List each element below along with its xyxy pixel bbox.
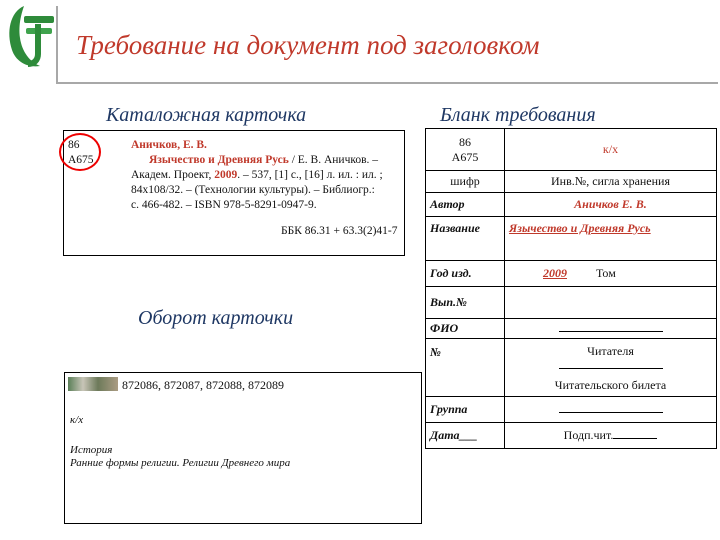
form-issue-label: Вып.№: [426, 287, 505, 319]
form-card-label: Читательского билета: [554, 377, 667, 392]
request-form-table: [425, 128, 717, 449]
catalog-bbk: ББК 86.31 + 63.3(2)41-7: [281, 225, 398, 237]
form-inventory-label: Инв.№, сигла хранения: [505, 171, 717, 193]
form-number-label: №: [426, 339, 505, 397]
form-cipher-label: шифр: [426, 171, 505, 193]
catalog-work-title: Язычество и Древняя Русь: [149, 154, 289, 166]
catalog-entry: [131, 138, 399, 213]
form-signature-label: Подп.чит.: [563, 428, 614, 442]
header-vertical-line: [56, 6, 58, 84]
catalog-shelf-index: 86: [68, 139, 80, 151]
catalog-pages-isbn: с. 466-482. – ISBN 978-5-8291-0947-9.: [131, 199, 317, 211]
form-fio-cell[interactable]: [505, 319, 717, 339]
form-author-value[interactable]: Аничков Е. В.: [505, 193, 717, 217]
form-date-label[interactable]: Дата___: [426, 423, 505, 449]
header-horizontal-line: [58, 82, 718, 84]
reader-blank-line: [559, 358, 663, 369]
group-blank-line: [559, 402, 663, 413]
form-author-mark: А675: [451, 149, 479, 164]
catalog-year: 2009: [214, 169, 238, 181]
form-title-label: Название: [426, 217, 505, 261]
inventory-numbers: 872086, 872087, 872088, 872089: [122, 378, 284, 392]
form-group-label: Группа: [426, 397, 505, 423]
catalog-author-mark: А675: [68, 154, 94, 166]
form-signature-cell[interactable]: [505, 423, 717, 449]
catalog-card-heading: Каталожная карточка: [106, 104, 307, 126]
fio-blank-line: [559, 321, 663, 332]
library-logo: [2, 2, 58, 72]
form-kx: к/х: [602, 142, 619, 156]
signature-blank-line: [613, 428, 657, 439]
catalog-responsibility: / Е. В. Аничков. –: [288, 154, 379, 166]
shelf-mark-highlight-circle: [59, 133, 101, 171]
card-reverse-heading: Оборот карточки: [138, 307, 294, 329]
form-shelf-index: 86: [459, 134, 471, 149]
form-year-cell[interactable]: [505, 261, 717, 287]
reverse-subject-1: История: [70, 444, 113, 456]
form-issue-cell[interactable]: [505, 287, 717, 319]
form-title-value[interactable]: Язычество и Древняя Русь: [505, 217, 717, 261]
form-number-cell[interactable]: [505, 339, 717, 397]
form-volume-label: Том: [596, 266, 616, 280]
catalog-publisher-post: . – 537, [1] с., [16] л. ил. : ил. ;: [237, 169, 383, 181]
catalog-author: Аничков, Е. В.: [131, 139, 207, 151]
form-author-label: Автор: [426, 193, 505, 217]
request-form-heading: Бланк требования: [440, 104, 596, 126]
catalog-publisher-pre: Академ. Проект,: [131, 169, 215, 181]
page-title: Требование на документ под заголовком: [76, 30, 540, 60]
form-kx-cell[interactable]: [505, 129, 717, 171]
form-shelf-cell[interactable]: [426, 129, 505, 171]
form-year-value: 2009: [543, 266, 567, 280]
form-group-cell[interactable]: [505, 397, 717, 423]
form-reader-label: Читателя: [587, 343, 634, 358]
catalog-format-line: 84х108/32. – (Технологии культуры). – Библиогр.:: [131, 184, 375, 196]
form-fio-label: ФИО: [426, 319, 505, 339]
reverse-kx: к/х: [70, 414, 84, 426]
form-year-label: Год изд.: [426, 261, 505, 287]
reverse-subject-2: Ранние формы религии. Религии Древнего мира: [70, 457, 291, 469]
book-thumbnail-image: [68, 377, 118, 391]
card-reverse: [64, 372, 422, 524]
